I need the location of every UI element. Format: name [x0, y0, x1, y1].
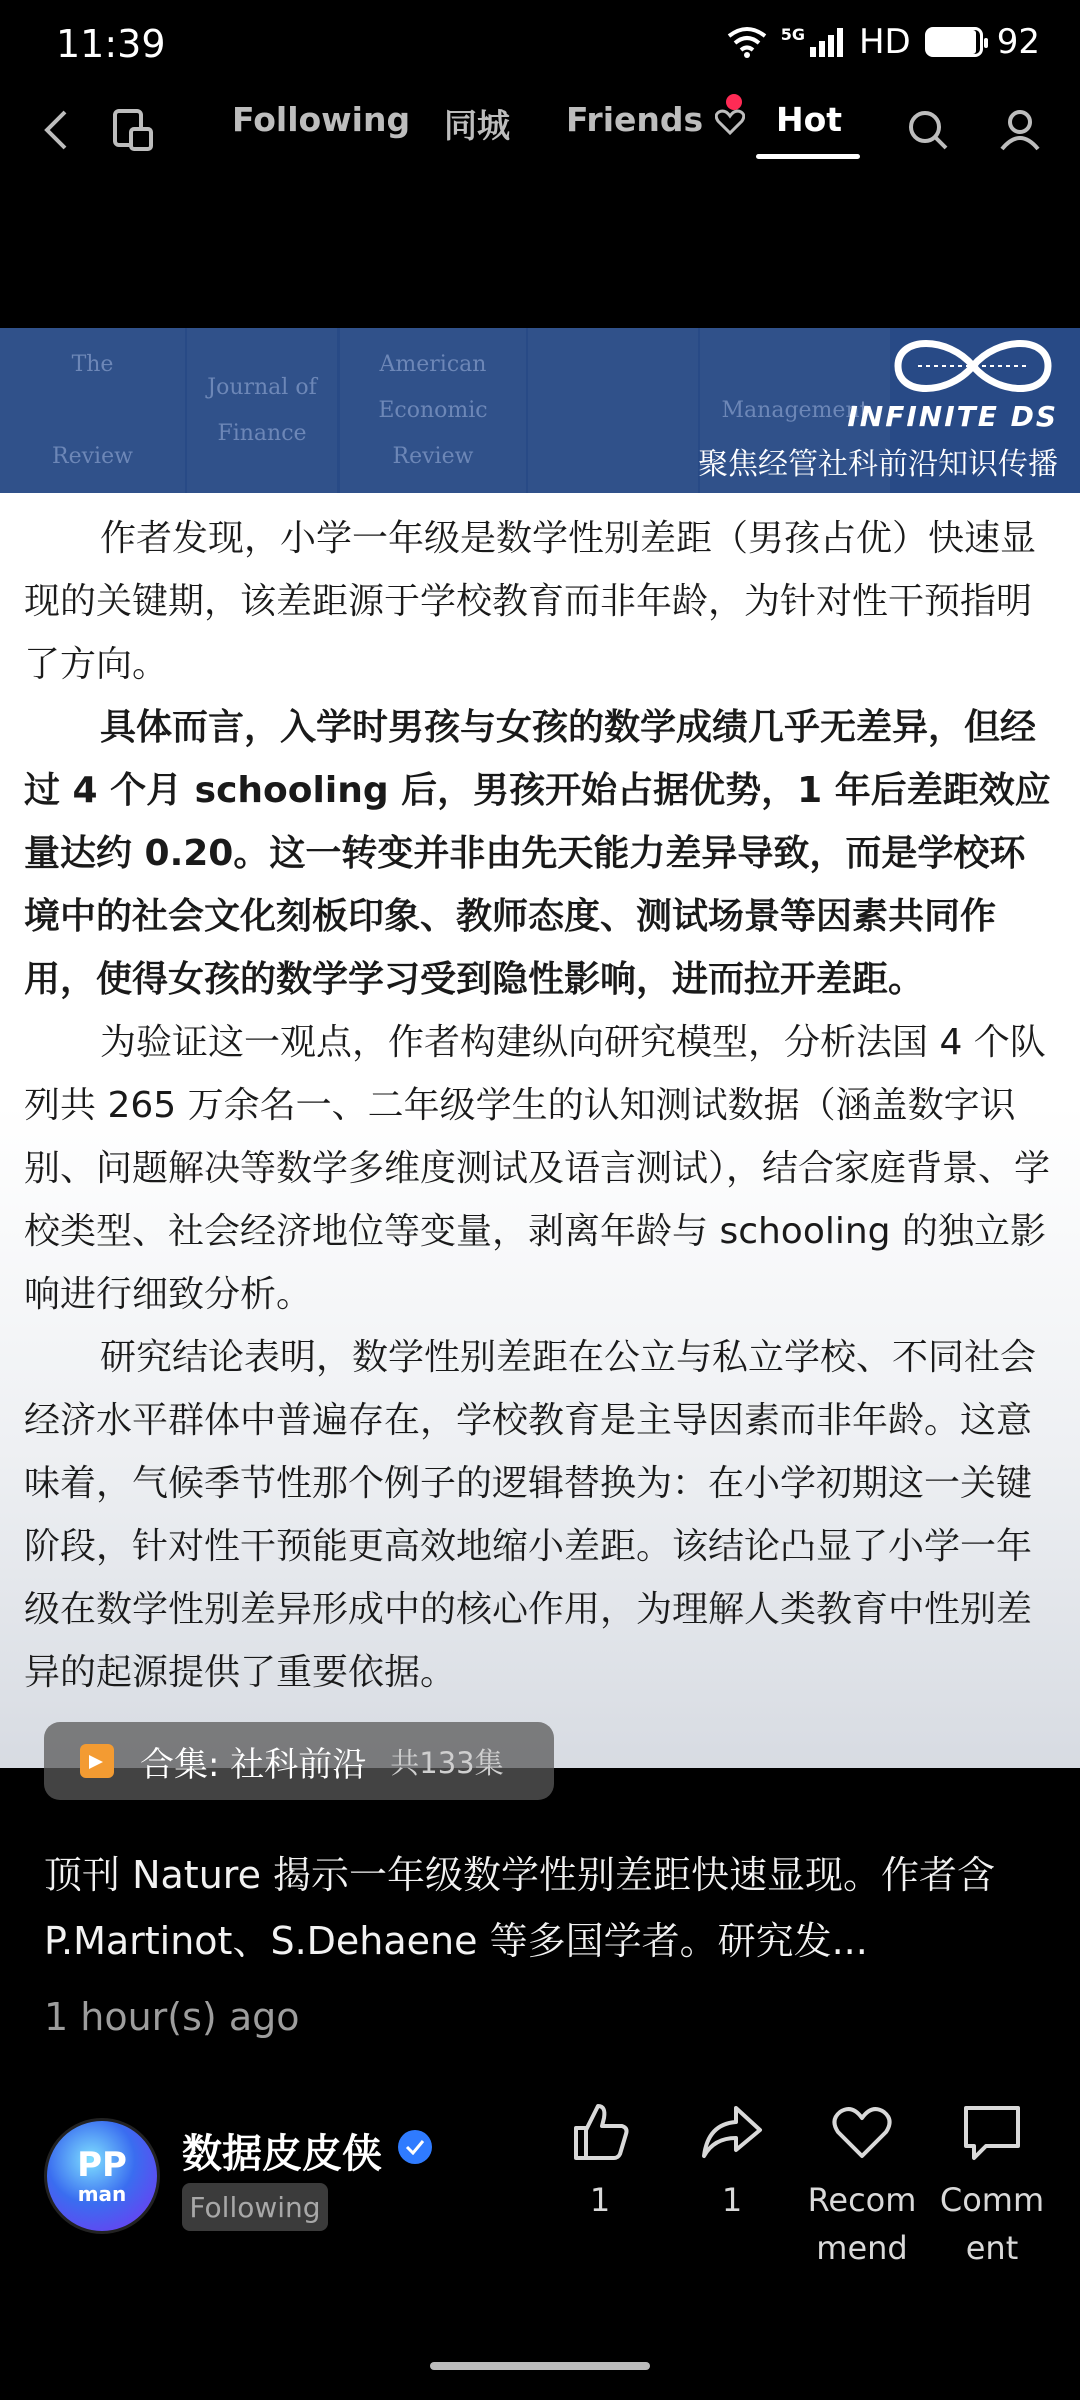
status-bar: [0, 0, 1080, 90]
journal-text: The: [71, 351, 114, 377]
like-count: 1: [589, 2181, 611, 2219]
profile-icon[interactable]: [994, 100, 1046, 160]
tab-hot[interactable]: Hot: [776, 100, 843, 139]
search-icon[interactable]: [902, 100, 954, 160]
signal-icon: [809, 27, 845, 57]
banner-slogan: 聚焦经管社科前沿知识传播: [698, 447, 1058, 482]
comment-icon: [960, 2100, 1024, 2164]
thumbs-up-icon: [568, 2100, 632, 2164]
home-indicator[interactable]: [430, 2362, 650, 2370]
article-paragraph-bold: 具体而言，入学时男孩与女孩的数学成绩几乎无差异，但经过 4 个月 schooling 后，男孩开始占据优势，1 年后差距效应量达约 0.20。这一转变并非由先天能力差异导致，而是学校环境中的社会文化刻板印象、教师态度、测试场景等因素共同作用，使得女孩的数学学习受到隐性影响，进而拉开差距。: [24, 707, 1051, 1000]
post-image[interactable]: [0, 328, 1080, 1768]
heart-icon: [830, 2100, 894, 2164]
journal-text: Review: [392, 443, 474, 469]
top-navigation: [0, 90, 1080, 200]
battery-fill: [928, 30, 976, 54]
hd-indicator: HD: [858, 22, 911, 62]
switch-screen-icon[interactable]: [108, 100, 156, 160]
article-paragraph: 研究结论表明，数学性别差距在公立与私立学校、不同社会经济水平群体中普遍存在，学校教育是主导因素而非年龄。这意味着，气候季节性那个例子的逻辑替换为：在小学初期这一关键阶段，针对性干预能更高效地缩小差距。该结论凸显了小学一年级在数学性别差异形成中的核心作用，为理解人类教育中性别差异的起源提供了重要依据。: [24, 1337, 1037, 1693]
battery-icon: [925, 27, 983, 57]
post-time: 1 hour(s) ago: [44, 1995, 300, 2039]
status-time: 11:39: [56, 22, 166, 66]
journal-text: Review: [52, 443, 133, 469]
author-name[interactable]: 数据皮皮侠: [182, 2131, 382, 2177]
journal-text: Journal of: [207, 374, 317, 400]
like-button[interactable]: [540, 2100, 660, 2224]
share-count: 1: [721, 2181, 743, 2219]
notification-dot: [726, 94, 742, 110]
avatar-text: man: [77, 2182, 127, 2206]
comment-button[interactable]: [932, 2100, 1052, 2272]
recommend-label: Recom mend: [807, 2181, 917, 2267]
tab-friends[interactable]: [566, 100, 745, 139]
status-indicators: [727, 22, 1040, 62]
collection-title: 合集: 社科前沿: [140, 1744, 367, 1785]
journal-text: Finance: [217, 420, 307, 446]
back-icon[interactable]: [36, 100, 76, 160]
journal-logo: [0, 328, 185, 493]
tab-friends-label: Friends: [566, 100, 704, 139]
infinity-logo: [888, 336, 1058, 396]
battery-percent: 92: [996, 22, 1040, 62]
journal-logo: [187, 328, 337, 493]
journal-logo: [340, 328, 526, 493]
network-type: 5G: [780, 24, 805, 44]
brand-block: [698, 336, 1058, 483]
avatar[interactable]: [44, 2118, 160, 2234]
collection-count: 共133集: [390, 1745, 504, 1780]
active-tab-underline: [756, 154, 860, 159]
verified-icon: [398, 2130, 432, 2164]
heart-icon: [715, 109, 745, 135]
following-badge[interactable]: Following: [182, 2183, 328, 2231]
recommend-button[interactable]: [802, 2100, 922, 2272]
tab-following[interactable]: Following: [232, 100, 411, 139]
collection-play-icon: [80, 1744, 114, 1778]
comment-label: Comm ent: [939, 2181, 1045, 2267]
journal-text: Economic: [378, 397, 488, 423]
journal-text: American: [379, 351, 487, 377]
article-paragraph: 为验证这一观点，作者构建纵向研究模型，分析法国 4 个队列共 265 万余名一、二年级学生的认知测试数据（涵盖数字识别、问题解决等数学多维度测试及语言测试），结合家庭背景、学校类型、社会经济地位等变量，剥离年龄与 schooling 的独立影响进行细致分析。: [24, 1022, 1051, 1315]
share-button[interactable]: [672, 2100, 792, 2224]
tab-local[interactable]: 同城: [444, 106, 510, 145]
post-caption[interactable]: 顶刊 Nature 揭示一年级数学性别差距快速显现。作者含 P.Martinot、S.Dehaene 等多国学者。研究发...: [44, 1853, 996, 1963]
wifi-icon: [727, 26, 767, 58]
journal-logo: [528, 328, 698, 493]
journal-text: Management: [721, 397, 869, 423]
article-paragraph: 作者发现，小学一年级是数学性别差距（男孩占优）快速显现的关键期，该差距源于学校教育而非年龄，为针对性干预指明了方向。: [24, 518, 1037, 685]
collection-button[interactable]: [44, 1722, 554, 1800]
article-body: [0, 493, 1080, 1768]
avatar-text: PP: [77, 2145, 127, 2185]
article-banner: [0, 328, 1080, 493]
brand-name: INFINITE DS: [847, 400, 1058, 433]
share-icon: [700, 2100, 764, 2164]
